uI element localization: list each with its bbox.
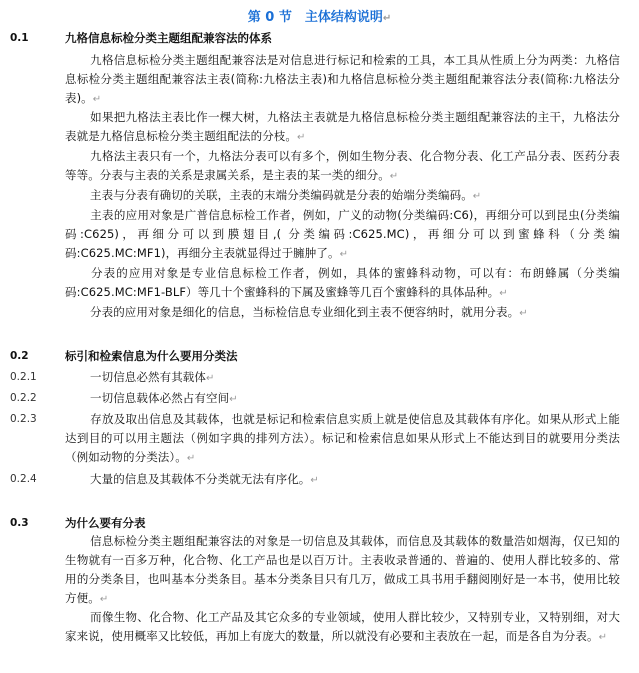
section-heading: 标引和检索信息为什么要用分类法 — [65, 349, 238, 363]
paragraph-text: 分表的应用对象是细化的信息，当标检信息专业细化到主表不便容纳时，就用分表。 — [90, 305, 520, 319]
paragraph-text: 九格信息标检分类主题组配兼容法是对信息进行标记和检索的工具，本工具从性质上分为两类：九格信息标检分类主题组配兼容法主表(简称:九格法主表)和九格信息标检分类主题组配兼容法分表(简称:九格法分表)。 — [65, 53, 620, 105]
paragraph-mark: ↵ — [499, 288, 508, 299]
paragraph-mark: ↵ — [598, 632, 608, 643]
paragraph — [65, 108, 620, 147]
paragraph — [65, 147, 620, 186]
section-number: 0.2 — [10, 350, 29, 362]
section-number: 0.3 — [10, 517, 29, 529]
paragraph — [65, 264, 620, 303]
paragraph-text: 分表的应用对象是专业信息标检工作者，例如，具体的蜜蜂科动物，可以有：布朗蜂属（分类编码:C625.MC:MF1-BLF）等几十个蜜蜂科的下属及蜜蜂等几百个蜜蜂科的具体品种。 — [65, 266, 620, 299]
paragraph-mark: ↵ — [206, 373, 215, 384]
paragraph-text: 如果把九格法主表比作一棵大树，九格法主表就是九格信息标检分类主题组配兼容法的主干，九格法分表就是九格信息标检分类主题组配法的分枝。 — [65, 110, 620, 143]
list-item — [65, 389, 620, 409]
paragraph-mark: ↵ — [99, 594, 109, 605]
paragraph — [65, 51, 620, 109]
paragraph — [65, 303, 620, 323]
paragraph — [65, 532, 620, 609]
list-item — [65, 410, 620, 468]
paragraph-mark: ↵ — [310, 475, 319, 486]
paragraph-mark: ↵ — [229, 394, 238, 405]
item-text: 一切信息必然有其载体 — [90, 370, 206, 384]
paragraph — [65, 206, 620, 264]
item-text: 存放及取出信息及其载体，也就是标记和检索信息实质上就是使信息及其载体有序化。如果从形式上能达到目的可以用主题法（例如字典的排列方法）。标记和检索信息如果从形式上不能达到目的就要用分类法（例如动物的分类法）。 — [65, 412, 620, 464]
paragraph — [65, 186, 620, 206]
paragraph-mark: ↵ — [389, 171, 399, 182]
paragraph-mark: ↵ — [472, 191, 482, 202]
item-number: 0.2.3 — [10, 413, 37, 425]
section-number: 0.1 — [10, 32, 29, 44]
paragraph — [65, 608, 620, 647]
paragraph-text: 九格法主表只有一个，九格法分表可以有多个，例如生物分表、化合物分表、化工产品分表、医药分表等等。分表与主表的关系是隶属关系，是主表的某一类的细分。 — [65, 149, 620, 182]
paragraph-mark: ↵ — [519, 308, 528, 319]
paragraph-text: 而像生物、化合物、化工产品及其它众多的专业领域，使用人群比较少，又特别专业，又特别细，对大家来说，使用概率又比较低，再加上有庞大的数量，所以就没有必要和主表放在一起，而是各自为分表。 — [65, 610, 620, 643]
item-text: 大量的信息及其载体不分类就无法有序化。 — [90, 472, 311, 486]
paragraph-text: 信息标检分类主题组配兼容法的对象是一切信息及其载体，而信息及其载体的数量浩如烟海，仅已知的生物就有一百多万种，化合物、化工产品也是以百万计。主表收录普通的、普遍的、使用人群比较多的、常用的分类条目，也叫基本分类条目。基本分类条目只有几万，做成工具书用手翻阅刚好是一本书，使用比较方便。 — [65, 534, 620, 605]
section-heading: 九格信息标检分类主题组配兼容法的体系 — [65, 31, 272, 45]
item-text: 一切信息载体必然占有空间 — [90, 391, 230, 405]
paragraph-mark: ↵ — [186, 453, 196, 464]
paragraph-mark: ↵ — [339, 249, 349, 260]
paragraph-mark: ↵ — [382, 13, 392, 24]
paragraph-text: 主表的应用对象是广普信息标检工作者，例如，广义的动物(分类编码:C6)，再细分可以到昆虫(分类编码:C625)，再细分可以到膜翅目,( 分类编码:C625.MC)，再细分可以到蜜蜂科（分类编码:C625.MC:MF1)，再细分主表就显得过于臃肿了。 — [65, 208, 620, 260]
paragraph-mark: ↵ — [92, 94, 102, 105]
paragraph-mark: ↵ — [297, 132, 306, 143]
item-number: 0.2.2 — [10, 392, 37, 404]
section-heading: 为什么要有分表 — [65, 516, 146, 530]
paragraph-text: 主表与分表有确切的关联，主表的末端分类编码就是分表的始端分类编码。 — [90, 188, 473, 202]
list-item — [65, 368, 620, 388]
item-number: 0.2.1 — [10, 371, 37, 383]
item-number: 0.2.4 — [10, 473, 37, 485]
page-title-text: 第 0 节 主体结构说明 — [247, 10, 383, 25]
list-item — [65, 470, 620, 490]
page-title — [0, 6, 639, 25]
